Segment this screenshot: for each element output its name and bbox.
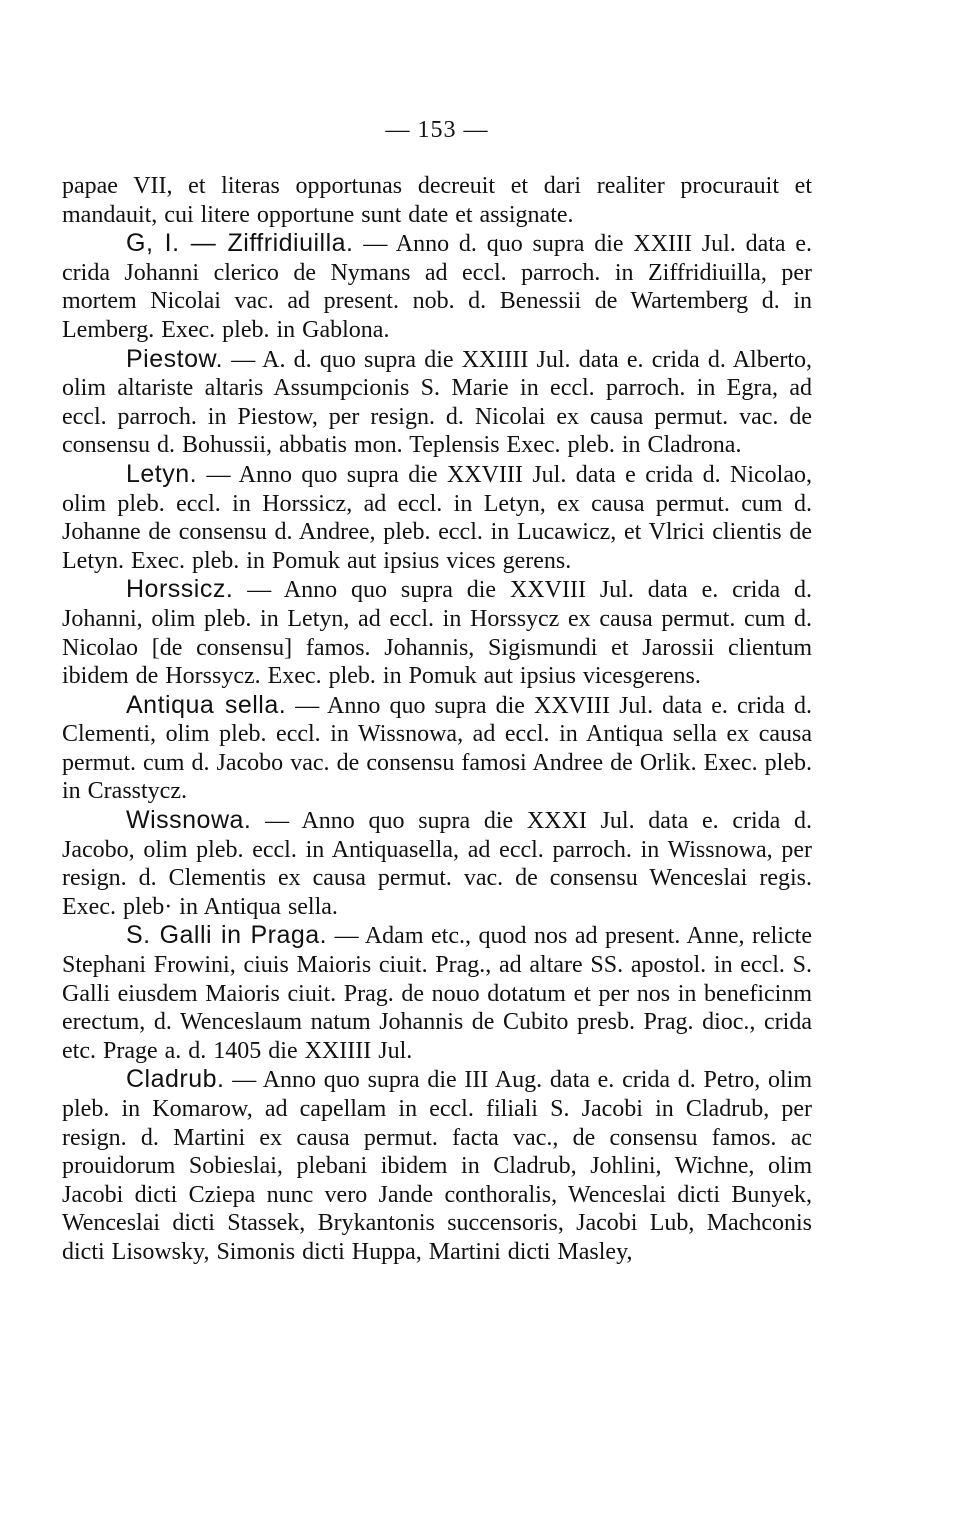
entry-heading: Antiqua sella.	[126, 690, 287, 719]
entry-cladrub	[62, 1065, 812, 1266]
entry-heading: Letyn.	[126, 459, 198, 488]
entry-text: — Adam etc., quod nos ad present. Anne, relicte Stephani Frowini, ciuis Maioris ciuit. Prag., ad altare SS. apostol. in eccl. S. Galli eiusdem Maioris ciuit. Prag. de nouo dotatum et per nos in beneficinm erectum, d. Wenceslaum natum Johannis de Cubito presb. Prag. dioc., crida etc. Prage a. d. 1405 die XXIIII Jul.	[62, 923, 812, 1064]
entry-heading: Cladrub.	[126, 1065, 225, 1094]
entry-text: — Anno quo supra die XXVIII Jul. data e. crida d. Clementi, olim pleb. eccl. in Wissnowa, ad eccl. in Antiqua sella ex causa permut. cum d. Jacobo vac. de consensu famosi Andree de Orlik. Exec. pleb. in Crasstycz.	[62, 692, 812, 805]
entry-heading: Wissnowa.	[126, 806, 252, 835]
entry-ziffridiuilla	[62, 229, 812, 344]
entry-text: — Anno quo supra die XXVIII Jul. data e crida d. Nicolao, olim pleb. eccl. in Horssicz, ad eccl. in Letyn, ex causa permut. cum d. Johanne de consensu d. Andree, pleb. eccl. in Lucawicz, et Vlrici clientis de Letyn. Exec. pleb. in Pomuk aut ipsius vices gerens.	[62, 461, 812, 574]
entry-text: — Anno d. quo supra die XXIII Jul. data e. crida Johanni clerico de Nymans ad eccl. parroch. in Ziffridiuilla, per mortem Nicolai vac. ad present. nob. d. Benessii de Wartemberg d. in Lemberg. Exec. pleb. in Gablona.	[62, 231, 813, 343]
entry-continuation	[62, 171, 812, 229]
entry-heading: S. Galli in Praga.	[126, 921, 328, 950]
entry-antiqua-sella	[62, 691, 812, 806]
entry-s-galli-in-praga	[62, 921, 812, 1065]
document-body	[62, 171, 812, 1267]
entry-letyn	[62, 460, 812, 575]
entry-wissnowa	[62, 806, 812, 921]
entry-piestow	[62, 345, 812, 460]
entry-heading: G, I. — Ziffridiuilla.	[126, 229, 354, 258]
page-number: — 153 —	[385, 117, 489, 143]
entry-text: — Anno quo supra die XXVIII Jul. data e. crida d. Johanni, olim pleb. in Letyn, ad eccl. in Horssycz ex causa permut. cum d. Nicolao [de consensu] famos. Johannis, Sigismundi et Jarossii clientum ibidem de Horssycz. Exec. pleb. in Pomuk aut ipsius vicesgerens.	[62, 577, 813, 690]
entry-text: — Anno quo supra die XXXI Jul. data e. crida d. Jacobo, olim pleb. eccl. in Antiquasella, ad eccl. parroch. in Wissnowa, per resign. d. Clementis ex causa permut. vac. de consensu Wenceslai regis. Exec. pleb· in Antiqua sella.	[62, 808, 812, 920]
entry-text: — Anno quo supra die III Aug. data e. crida d. Petro, olim pleb. in Komarow, ad capellam in eccl. filiali S. Jacobi in Cladrub, per resign. d. Martini ex causa permut. facta vac., de consensu famos. ac prouidorum Sobieslai, plebani ibidem in Cladrub, Johlini, Wichne, olim Jacobi dicti Cziepa nunc vero Jande conthoralis, Wenceslai dicti Bunyek, Wenceslai dicti Stassek, Brykantonis succensoris, Jacobi Lub, Machconis dicti Lisowsky, Simonis dicti Huppa, Martini dicti Masley,	[62, 1067, 812, 1265]
entry-text: — A. d. quo supra die XXIIII Jul. data e. crida d. Alberto, olim altariste altaris Assumpcionis S. Marie in eccl. parroch. in Egra, ad eccl. parroch. in Piestow, per resign. d. Nicolai ex causa permut. vac. de consensu d. Bohussii, abbatis mon. Teplensis Exec. pleb. in Cladrona.	[62, 346, 813, 459]
entry-heading: Piestow.	[126, 344, 224, 373]
entry-horssicz	[62, 575, 812, 690]
entry-heading: Horssicz.	[126, 575, 234, 604]
entry-text: papae VII, et literas opportunas decreuit et dari realiter procurauit et mandauit, cui litere opportune sunt date et assignate.	[62, 173, 812, 228]
